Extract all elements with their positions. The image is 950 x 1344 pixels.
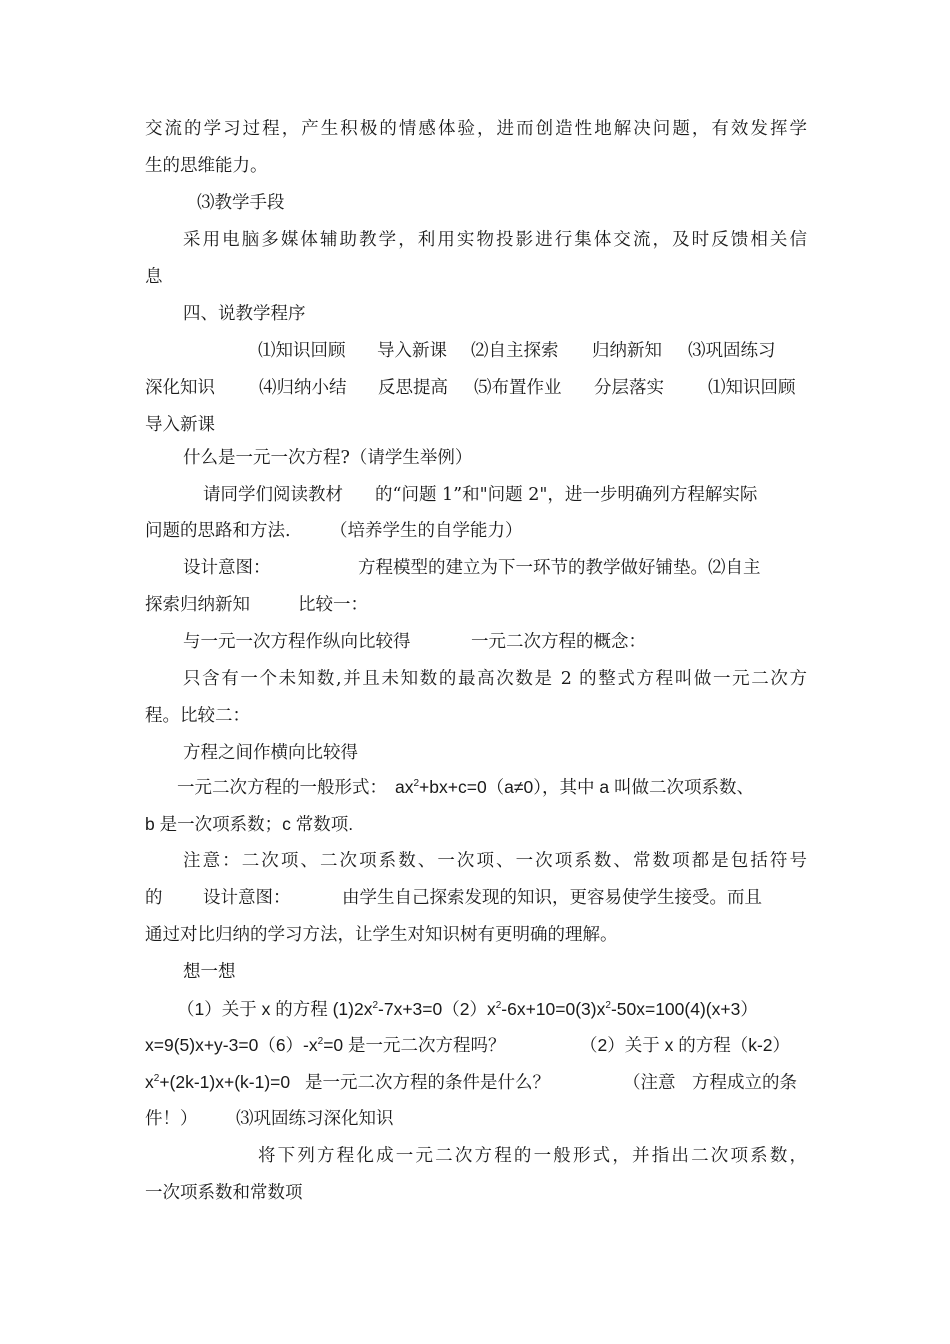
section-heading: ⑶教学手段 bbox=[197, 193, 285, 213]
definition-line: 只含有一个未知数,并且未知数的最高次数是 2 的整式方程叫做一元二次方 bbox=[183, 669, 807, 689]
paragraph-line: 采用电脑多媒体辅助教学，利用实物投影进行集体交流，及时反馈相关信 bbox=[183, 230, 807, 250]
paragraph-line: 通过对比归纳的学习方法，让学生对知识树有更明确的理解。 bbox=[145, 925, 618, 945]
step-label: ⑸布置作业 bbox=[474, 378, 562, 398]
paragraph-line: 的 设计意图： 由学生自己探索发现的知识，更容易使学生接受。而且 bbox=[145, 888, 762, 908]
step-label: ⑵自主探索 bbox=[471, 341, 559, 361]
general-form-line: 一元二次方程的一般形式： $ax^2+bx+c=0(a\ne 0)$，其中 a 叫做二次项系数、 bbox=[177, 777, 754, 798]
equation-line: $x=9(5)x+y-3=0(6)-x^2=0$ 是一元二次方程吗？ （2）关于 x 的方程（k-2） bbox=[145, 1035, 791, 1055]
paragraph-line: 交流的学习过程，产生积极的情感体验，进而创造性地解决问题，有效发挥学 bbox=[145, 119, 807, 139]
note-line: 注意：二次项、二次项系数、一次项、一次项系数、常数项都是包括符号 bbox=[183, 851, 807, 871]
section-heading: 四、说教学程序 bbox=[183, 304, 306, 324]
paragraph-line: 请同学们阅读教材 的“问题 1”和"问题 2"，进一步明确列方程解实际 bbox=[203, 485, 758, 505]
paragraph-line: 件！） ⑶巩固练习深化知识 bbox=[145, 1109, 394, 1129]
paragraph-line: 与一元一次方程作纵向比较得 一元二次方程的概念： bbox=[183, 632, 646, 652]
paragraph-line: 方程之间作横向比较得 bbox=[183, 743, 358, 763]
paragraph-line: 导入新课 bbox=[145, 415, 215, 435]
paragraph-line: 将下列方程化成一元二次方程的一般形式，并指出二次项系数， bbox=[258, 1146, 807, 1166]
paragraph-line: 探索归纳新知 比较一： bbox=[145, 595, 368, 615]
equation-line: $x^2+(2k-1)x+(k-1)=0$ 是一元二次方程的条件是什么？ （注意 方程成立的条 bbox=[145, 1072, 797, 1092]
step-label: 归纳新知 bbox=[592, 341, 662, 361]
step-label: ⑴知识回顾 bbox=[258, 341, 346, 361]
step-label: 导入新课 bbox=[377, 341, 447, 361]
procedure-steps-line bbox=[0, 373, 950, 403]
equation-line: （1）关于 x 的方程 $(1)2x^2-7x+3=0(2)x^2-6x+10=0(3)x^2-50x=100(4)(x+3)$ bbox=[177, 999, 758, 1019]
paragraph-line: 生的思维能力。 bbox=[145, 156, 268, 176]
paragraph-line: b 是一次项系数；c 常数项. bbox=[145, 814, 354, 834]
paragraph-line: 设计意图： 方程模型的建立为下一环节的教学做好铺垫。⑵自主 bbox=[183, 558, 761, 578]
paragraph-line: 程。比较二： bbox=[145, 706, 250, 726]
paragraph-line: 问题的思路和方法. （培养学生的自学能力） bbox=[145, 521, 523, 541]
step-label: ⑴知识回顾 bbox=[708, 378, 796, 398]
paragraph-line: 什么是一元一次方程?（请学生举例） bbox=[183, 448, 473, 468]
step-label: ⑷归纳小结 bbox=[259, 378, 347, 398]
paragraph-line: 一次项系数和常数项 bbox=[145, 1183, 303, 1203]
step-label: 反思提高 bbox=[378, 378, 448, 398]
step-label: ⑶巩固练习 bbox=[688, 341, 776, 361]
step-label: 分层落实 bbox=[594, 378, 664, 398]
step-label: 深化知识 bbox=[145, 378, 215, 398]
procedure-steps-line bbox=[0, 336, 950, 366]
paragraph-line: 息 bbox=[145, 267, 163, 287]
section-heading: 想一想 bbox=[183, 962, 236, 982]
